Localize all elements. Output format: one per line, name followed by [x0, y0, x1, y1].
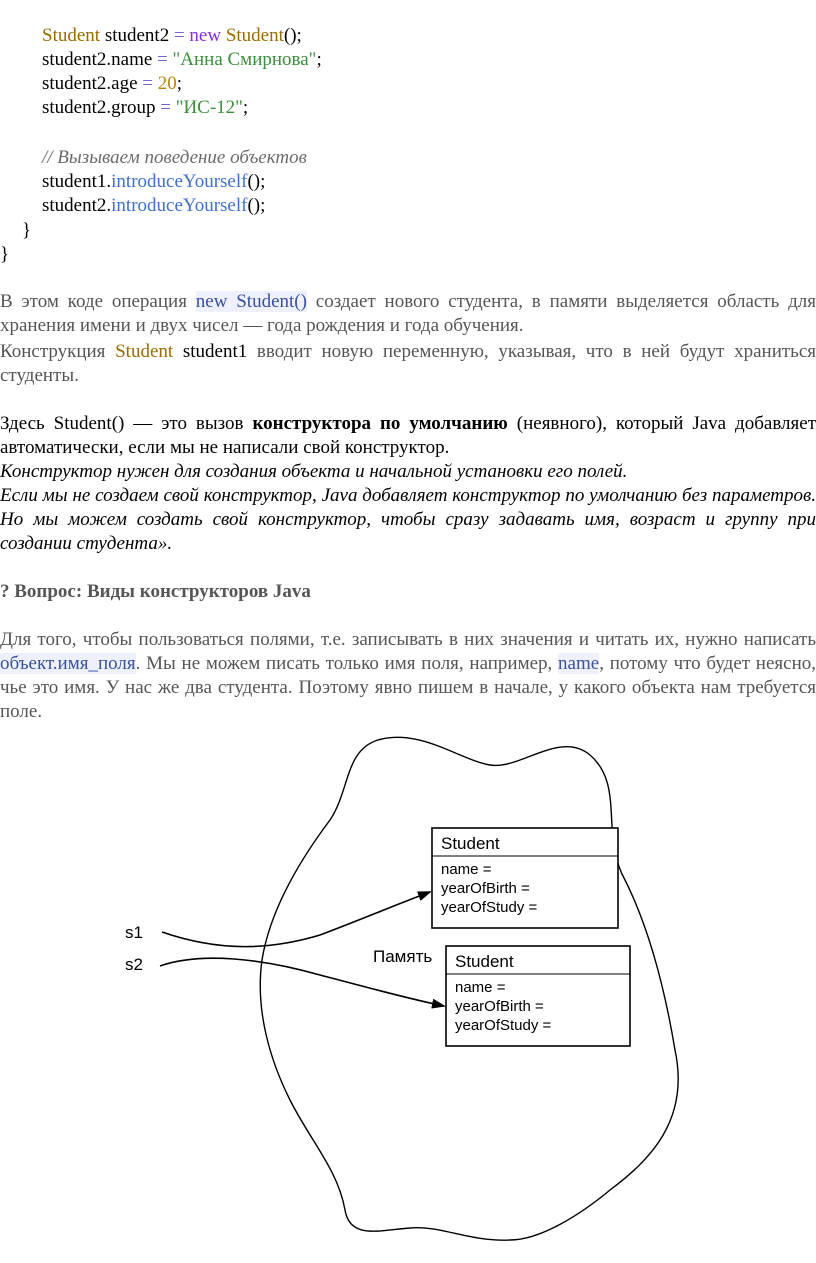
paragraph-6: [0, 628, 816, 724]
inline-code-type: Student: [115, 341, 174, 362]
code-obj: student2.group: [42, 97, 161, 118]
inline-code-field: объект.имя_поля: [0, 653, 136, 674]
text: В этом коде операция: [0, 291, 196, 312]
code-var: student2: [100, 25, 174, 46]
paragraph-1: [0, 290, 816, 338]
code-tail: ();: [283, 25, 302, 46]
code-brace-outer: }: [0, 244, 10, 265]
paragraph-5: Если мы не создаем свой конструктор, Java добавляет конструктор по умолчанию без параметров. Но мы можем создать свой конструктор, чтобы сразу задавать имя, возраст и группу при создании студента».: [0, 485, 816, 554]
box2-field-yearofbirth: yearOfBirth =: [455, 998, 544, 1015]
box1-field-name: name =: [441, 861, 492, 878]
arrow-s1: [162, 892, 430, 947]
paragraph-4: Конструктор нужен для создания объекта и начальной установки его полей.: [0, 461, 628, 482]
code-line-3: [42, 72, 182, 96]
code-obj: student2.age: [42, 73, 143, 94]
question-heading: ? Вопрос: Виды конструкторов Java: [0, 581, 311, 602]
inline-code-new-student: new Student(): [195, 291, 307, 312]
code-string: "ИС-12": [170, 97, 243, 118]
code-obj: student2.: [42, 195, 112, 216]
text: . Мы не можем писать только имя поля, например,: [135, 653, 559, 674]
code-string: "Анна Смирнова": [167, 49, 317, 70]
code-ctor: Student: [225, 25, 284, 46]
code-op: =: [142, 73, 153, 94]
box2-field-yearofstudy: yearOfStudy =: [455, 1017, 552, 1034]
box2-title: Student: [455, 952, 514, 971]
code-tail: ;: [242, 97, 249, 118]
text: , потому что будет неясно, чье это имя. У нас же два студента. Поэтому явно пишем в начале, у какого объекта нам требуется поле.: [0, 653, 816, 722]
code-line-1: [42, 24, 302, 48]
code-method: introduceYourself: [111, 171, 248, 192]
student-box-2: [446, 946, 630, 1046]
code-brace-inner: }: [22, 220, 32, 241]
code-tail: ;: [316, 49, 322, 70]
label-s1: s1: [125, 923, 143, 942]
code-line-2: [42, 48, 322, 72]
text: Для того, чтобы пользоваться полями, т.е. записывать в них значения и читать их, нужно написать: [0, 629, 816, 650]
inline-code-name: name: [558, 653, 600, 674]
text: (неявного), который Java добавляет автоматически, если мы не написали свой конструктор.: [0, 413, 816, 458]
code-op: =: [157, 49, 168, 70]
paragraph-2: [0, 340, 816, 388]
paragraph-3: [0, 412, 816, 460]
student-box-1: [432, 828, 618, 928]
code-tail: ();: [247, 171, 266, 192]
code-number: 20: [152, 73, 177, 94]
code-line-6: [42, 194, 265, 218]
code-type: Student: [42, 25, 101, 46]
box1-field-yearofstudy: yearOfStudy =: [441, 899, 538, 916]
text: Конструкция: [0, 341, 116, 362]
text: создает нового студента, в памяти выделяется область для хранения имени и двух чисел — года рождения и года обучения.: [0, 291, 816, 336]
code-line-5: [42, 170, 265, 194]
text: вводит новую переменную, указывая, что в ней будут храниться студенты.: [0, 341, 816, 386]
code-tail: ();: [247, 195, 266, 216]
code-op: =: [173, 25, 185, 46]
box1-field-yearofbirth: yearOfBirth =: [441, 880, 530, 897]
code-keyword-new: new: [184, 25, 226, 46]
code-comment: // Вызываем поведение объектов: [42, 147, 307, 168]
memory-diagram: [0, 720, 816, 1263]
box1-title: Student: [441, 834, 500, 853]
code-op: =: [160, 97, 171, 118]
code-line-4: [42, 96, 248, 120]
inline-code-var: student1: [173, 341, 248, 362]
bold-term: конструктора по умолчанию: [252, 413, 508, 434]
code-method: introduceYourself: [111, 195, 248, 216]
code-obj: student2.name: [42, 49, 158, 70]
code-tail: ;: [176, 73, 183, 94]
box2-field-name: name =: [455, 979, 506, 996]
memory-label: Память: [373, 947, 433, 966]
code-obj: student1.: [42, 171, 112, 192]
text: Здесь Student() — это вызов: [0, 413, 253, 434]
label-s2: s2: [125, 955, 143, 974]
